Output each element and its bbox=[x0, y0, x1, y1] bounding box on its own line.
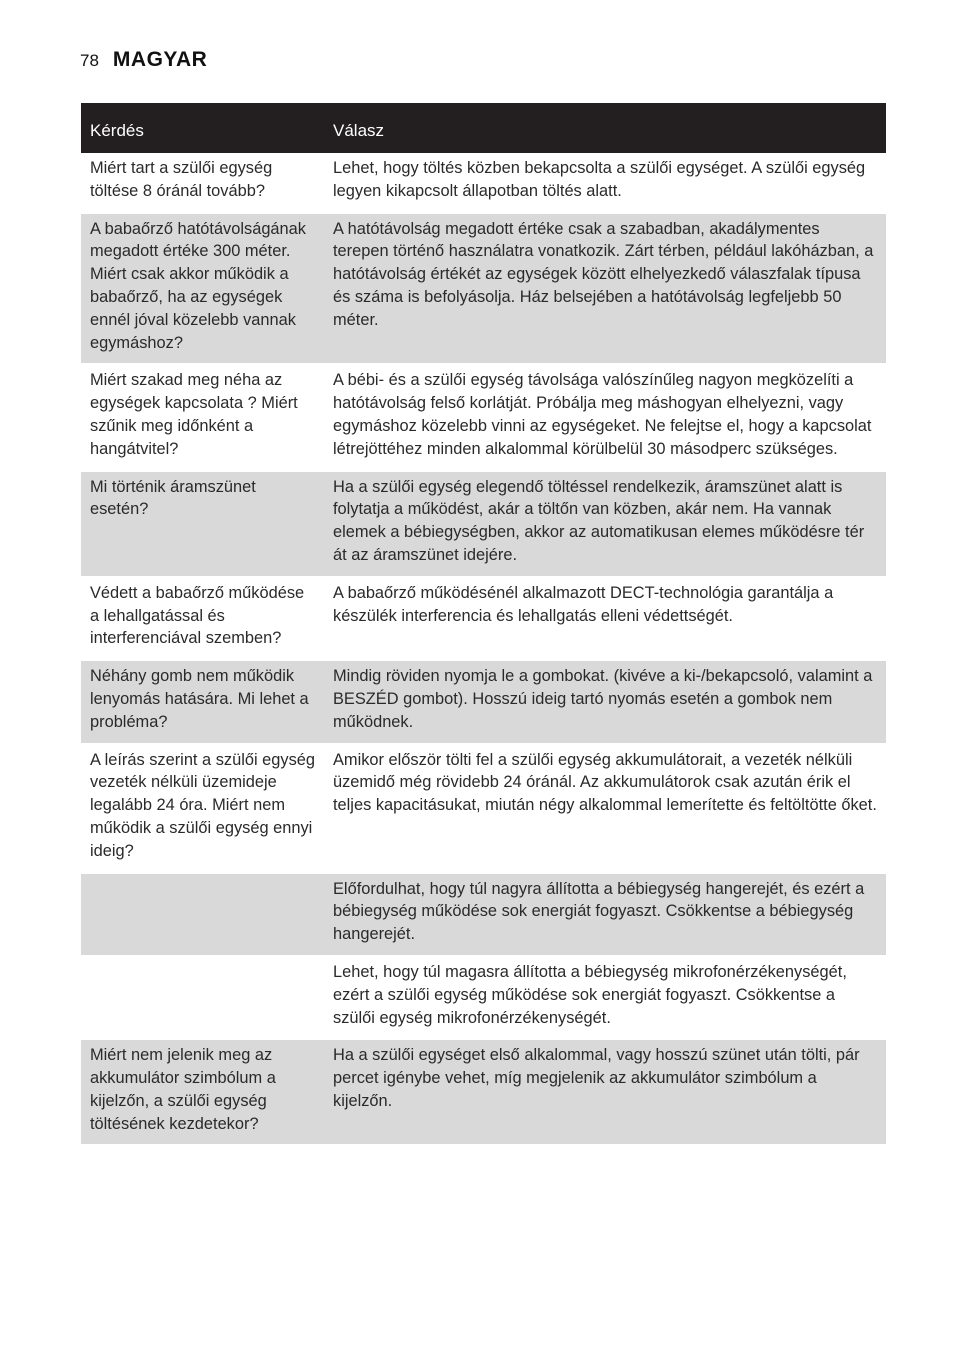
question-cell: Miért tart a szülői egység töltése 8 óránál tovább? bbox=[81, 153, 325, 213]
question-cell: A babaőrző hatótávolságának megadott értéke 300 méter. Miért csak akkor működik a babaőrző, ha az egységek ennél jóval közelebb vannak egymáshoz? bbox=[81, 213, 325, 365]
question-cell: Miért szakad meg néha az egységek kapcsolata ? Miért szűnik meg időnként a hangátvitel? bbox=[81, 364, 325, 470]
question-cell: Védett a babaőrző működése a lehallgatással és interferenciával szemben? bbox=[81, 577, 325, 660]
page-number: 78 bbox=[80, 51, 99, 70]
table-row bbox=[81, 213, 886, 365]
answer-cell: Lehet, hogy töltés közben bekapcsolta a szülői egységet. A szülői egység legyen kikapcsolt állapotban töltés alatt. bbox=[325, 153, 886, 213]
table-row bbox=[81, 153, 886, 213]
answer-cell: A babaőrző működésénél alkalmazott DECT-technológia garantálja a készülék interferencia és lehallgatás elleni védettségét. bbox=[325, 577, 886, 660]
faq-body bbox=[81, 153, 886, 1145]
answer-cell: Ha a szülői egység elegendő töltéssel rendelkezik, áramszünet alatt is folytatja a működést, akár a töltőn van közben, akár nem. Ha vannak elemek a bébiegységben, akkor az automatikusan elemes működésre tér át az áramszünet idejére. bbox=[325, 471, 886, 577]
answer-cell: Ha a szülői egységet első alkalommal, vagy hosszú szünet után tölti, pár percet igénybe vehet, míg megjelenik az akkumulátor szimbólum a kijelzőn. bbox=[325, 1039, 886, 1145]
question-cell: Miért nem jelenik meg az akkumulátor szimbólum a kijelzőn, a szülői egység töltésének kezdetekor? bbox=[81, 1039, 325, 1145]
question-cell: Néhány gomb nem működik lenyomás hatására. Mi lehet a probléma? bbox=[81, 660, 325, 743]
column-header-answer: Válasz bbox=[325, 103, 886, 153]
table-row bbox=[81, 956, 886, 1039]
language-heading: MAGYAR bbox=[112, 48, 208, 71]
question-cell bbox=[81, 873, 325, 956]
page-header bbox=[80, 48, 207, 72]
answer-cell: A hatótávolság megadott értéke csak a szabadban, akadálymentes terepen történő használatra vonatkozik. Zárt térben, például lakóházban, a hatótávolság értékét az egységek között elhelyezkedő válaszfalak típusa és száma is befolyásolja. Ház belsejében a hatótávolság legfeljebb 50 méter. bbox=[325, 213, 886, 365]
table-header-row bbox=[81, 103, 886, 153]
question-cell bbox=[81, 956, 325, 1039]
answer-cell: Lehet, hogy túl magasra állította a bébiegység mikrofonérzékenységét, ezért a szülői egység működése sok energiát fogyaszt. Csökkentse a szülői egység mikrofonérzékenységét. bbox=[325, 956, 886, 1039]
table-row bbox=[81, 577, 886, 660]
table-row bbox=[81, 471, 886, 577]
table-row bbox=[81, 364, 886, 470]
table-row bbox=[81, 744, 886, 873]
table-row bbox=[81, 873, 886, 956]
answer-cell: Előfordulhat, hogy túl nagyra állította a bébiegység hangerejét, és ezért a bébiegység működése sok energiát fogyaszt. Csökkentse a bébiegység hangerejét. bbox=[325, 873, 886, 956]
table-row bbox=[81, 1039, 886, 1145]
answer-cell: Amikor először tölti fel a szülői egység akkumulátorait, a vezeték nélküli üzemidő még rövidebb 24 óránál. Az akkumulátorok csak azután érik el teljes kapacitásukat, miután négy alkalommal lemerítette és feltöltötte őket. bbox=[325, 744, 886, 873]
column-header-question: Kérdés bbox=[81, 103, 325, 153]
table-row bbox=[81, 660, 886, 743]
faq-table bbox=[81, 103, 886, 1146]
answer-cell: Mindig röviden nyomja le a gombokat. (kivéve a ki-/bekapcsoló, valamint a BESZÉD gombot). Hosszú ideig tartó nyomás esetén a gombok nem működnek. bbox=[325, 660, 886, 743]
question-cell: Mi történik áramszünet esetén? bbox=[81, 471, 325, 577]
question-cell: A leírás szerint a szülői egység vezeték nélküli üzemideje legalább 24 óra. Miért nem működik a szülői egység ennyi ideig? bbox=[81, 744, 325, 873]
answer-cell: A bébi- és a szülői egység távolsága valószínűleg nagyon megközelíti a hatótávolság felső korlátját. Próbálja meg máshogyan elhelyezni, vagy egymáshoz közelebb vinni az egységeket. Ne felejtse el, hogy a kapcsolat létrejöttéhez minden alkalommal körülbelül 30 másodperc szükséges. bbox=[325, 364, 886, 470]
